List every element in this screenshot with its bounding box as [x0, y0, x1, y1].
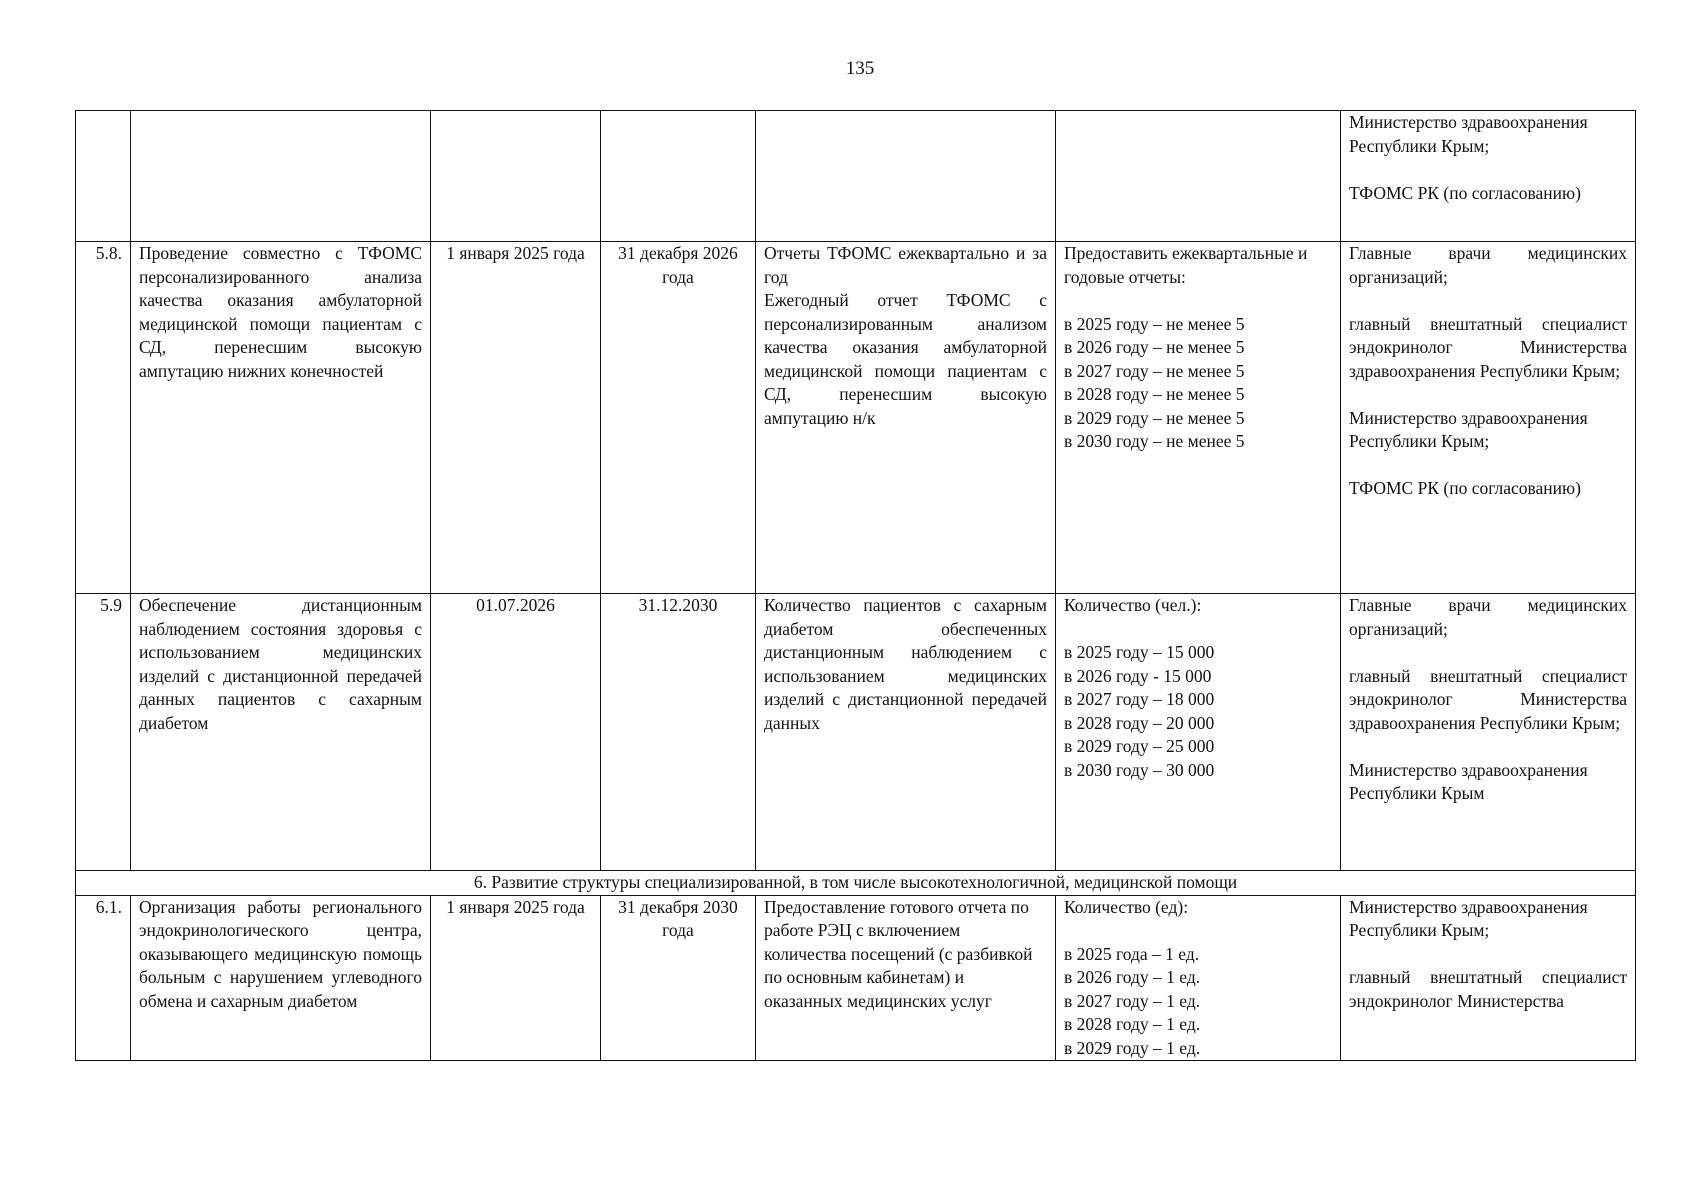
target-cell	[1056, 594, 1341, 871]
responsible-item: главный внештатный специалист эндокринолог Министерства здравоохранения Республики Крым;	[1349, 665, 1627, 733]
responsible-cell	[1341, 594, 1636, 871]
target-line: в 2027 году – 1 ед.	[1064, 990, 1201, 1011]
row-number: 6.1.	[76, 895, 131, 1061]
event-cell: Обеспечение дистанционным наблюдением состояния здоровья с использованием медицинских изделий с дистанционной передачей данных пациентов с сахарным диабетом	[131, 594, 431, 871]
target-line: в 2028 году – 20 000	[1064, 712, 1215, 733]
table-row	[76, 242, 1636, 594]
target-line: в 2026 году – 1 ед.	[1064, 967, 1201, 987]
end-date-cell: 31.12.2030	[601, 594, 756, 871]
table-row	[76, 111, 1636, 242]
event-cell: Проведение совместно с ТФОМС персонализированного анализа качества оказания амбулаторной медицинской помощи пациентам с СД, перенесшим высокую ампутацию нижних конечностей	[131, 242, 431, 594]
table-row	[76, 895, 1636, 1061]
target-line: в 2029 году – не менее 5	[1064, 407, 1245, 428]
responsible-item: Министерство здравоохранения Республики Крым;	[1349, 407, 1588, 451]
action-plan-table	[75, 110, 1636, 1061]
responsible-item: главный внештатный специалист эндокринолог Министерства здравоохранения Республики Крым;	[1349, 313, 1627, 381]
responsible-cell	[1341, 895, 1636, 1061]
target-line: в 2025 году – 15 000	[1064, 642, 1215, 662]
indicator-cell: Отчеты ТФОМС ежеквартально и за год Ежегодный отчет ТФОМС с персонализированным анализом качества оказания амбулаторной медицинской помощи пациентам с СД, перенесшим высокую ампутацию н/к	[756, 242, 1056, 594]
target-line: в 2030 году – 30 000	[1064, 759, 1215, 780]
target-line: в 2026 году - 15 000	[1064, 665, 1212, 686]
responsible-item: Министерство здравоохранения Республики Крым;	[1349, 112, 1588, 156]
target-line: в 2026 году – не менее 5	[1064, 337, 1245, 357]
target-line: в 2027 году – 18 000	[1064, 689, 1215, 709]
responsible-item: Главные врачи медицинских организаций;	[1349, 243, 1627, 287]
target-intro: Предоставить ежеквартальные и годовые отчеты:	[1064, 243, 1308, 287]
section-header-row	[76, 871, 1636, 896]
start-date-cell: 1 января 2025 года	[431, 895, 601, 1061]
target-line: в 2025 году – не менее 5	[1064, 313, 1245, 334]
indicator-cell	[756, 111, 1056, 242]
start-date-cell	[431, 111, 601, 242]
target-line: в 2030 году – не менее 5	[1064, 431, 1245, 451]
row-number: 5.8.	[76, 242, 131, 594]
target-intro: Количество (ед):	[1064, 896, 1189, 917]
target-intro: Количество (чел.):	[1064, 595, 1202, 615]
target-line: в 2028 году – не менее 5	[1064, 384, 1245, 404]
responsible-item: Министерство здравоохранения Республики Крым;	[1349, 896, 1588, 940]
responsible-item: Главные врачи медицинских организаций;	[1349, 595, 1627, 639]
target-line: в 2029 году – 25 000	[1064, 736, 1215, 756]
target-line: в 2028 году – 1 ед.	[1064, 1014, 1201, 1034]
target-cell	[1056, 895, 1341, 1061]
start-date-cell: 1 января 2025 года	[431, 242, 601, 594]
row-number: 5.9	[76, 594, 131, 871]
responsible-item: главный внештатный специалист эндокринолог Министерства	[1349, 967, 1627, 1011]
target-cell	[1056, 242, 1341, 594]
target-line: в 2025 года – 1 ед.	[1064, 943, 1200, 964]
event-cell: Организация работы регионального эндокринологического центра, оказывающего медицинскую помощь больным с нарушением углеводного обмена и сахарным диабетом	[131, 895, 431, 1061]
end-date-cell: 31 декабря 2026 года	[601, 242, 756, 594]
page-number: 135	[845, 58, 875, 79]
end-date-cell: 31 декабря 2030 года	[601, 895, 756, 1061]
responsible-item: Министерство здравоохранения Республики Крым	[1349, 759, 1588, 803]
target-line: в 2027 году – не менее 5	[1064, 360, 1245, 381]
section-title: 6. Развитие структуры специализированной, в том числе высокотехнологичной, медицинской помощи	[76, 871, 1636, 896]
responsible-cell	[1341, 111, 1636, 242]
table-row	[76, 594, 1636, 871]
start-date-cell: 01.07.2026	[431, 594, 601, 871]
target-cell	[1056, 111, 1341, 242]
event-cell	[131, 111, 431, 242]
responsible-cell	[1341, 242, 1636, 594]
end-date-cell	[601, 111, 756, 242]
target-line: в 2029 году – 1 ед.	[1064, 1037, 1201, 1058]
responsible-item: ТФОМС РК (по согласованию)	[1349, 478, 1581, 498]
indicator-cell: Предоставление готового отчета по работе РЭЦ с включением количества посещений (с разбивкой по основным кабинетам) и оказанных медицинских услуг	[756, 895, 1056, 1061]
indicator-cell: Количество пациентов с сахарным диабетом обеспеченных дистанционным наблюдением с использованием медицинских изделий с дистанционной передачей данных	[756, 594, 1056, 871]
responsible-item: ТФОМС РК (по согласованию)	[1349, 182, 1581, 203]
row-number	[76, 111, 131, 242]
